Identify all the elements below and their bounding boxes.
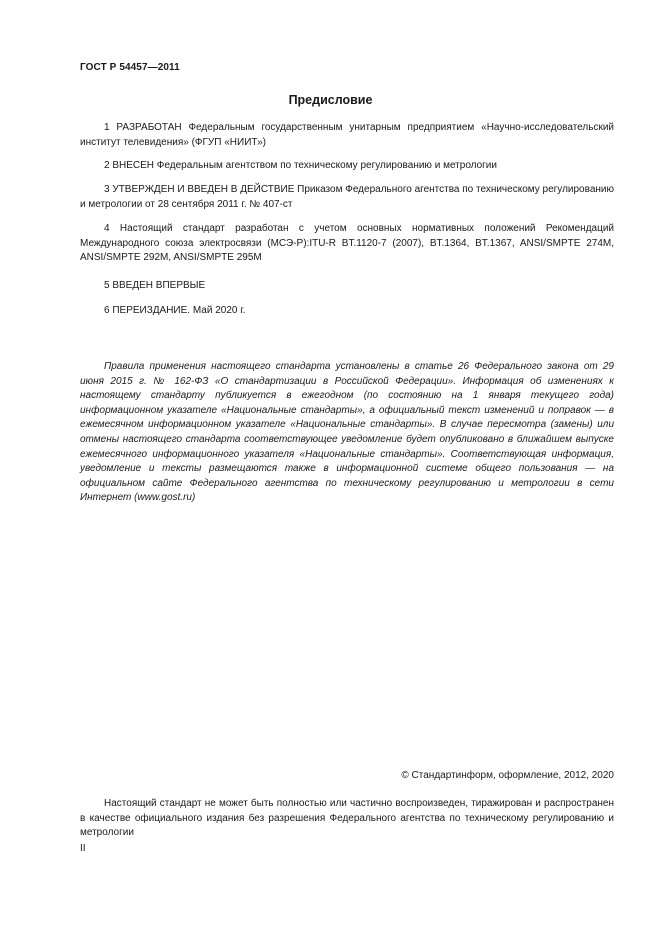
page-title: Предисловие — [288, 93, 373, 107]
foreword-item-4: 4 Настоящий стандарт разработан с учетом основных нормативных положений Рекомендаций Международного союза электросвязи (МСЭ-Р):ITU-R BT.1120-7 (2007), BT.1364, BT.1367, ANSI/SMPTE 274M, ANSI/SMPTE 292M, ANSI/SMPTE 295M — [80, 223, 614, 264]
copyright-line: © Стандартинформ, оформление, 2012, 2020 — [401, 770, 614, 781]
page-number: II — [80, 843, 86, 854]
reprint-restriction-notice: Настоящий стандарт не может быть полностью или частично воспроизведен, тиражирован и распространен в качестве официального издания без разрешения Федерального агентства по техническому регулированию и метрологии — [80, 798, 614, 839]
foreword-item-1: 1 РАЗРАБОТАН Федеральным государственным унитарным предприятием «Научно-исследовательский институт телевидения» (ФГУП «НИИТ») — [80, 122, 614, 148]
foreword-item-3: 3 УТВЕРЖДЕН И ВВЕДЕН В ДЕЙСТВИЕ Приказом Федерального агентства по техническому регулированию и метрологии от 28 сентября 2011 г. № 407-ст — [80, 184, 614, 210]
foreword-item-6: 6 ПЕРЕИЗДАНИЕ. Май 2020 г. — [104, 305, 246, 316]
foreword-item-2: 2 ВНЕСЕН Федеральным агентством по техническому регулированию и метрологии — [104, 160, 497, 171]
foreword-item-5: 5 ВВЕДЕН ВПЕРВЫЕ — [104, 280, 206, 291]
standard-code-header: ГОСТ Р 54457—2011 — [80, 62, 180, 73]
standard-application-notice: Правила применения настоящего стандарта установлены в статье 26 Федерального закона от 29 июня 2015 г. № 162-ФЗ «О стандартизации в Российской Федерации». Информация об изменениях к настоящему стандарту публикуется в ежегодном (по состоянию на 1 января текущего года) информационном указателе «Национальные стандарты», а официальный текст изменений и поправок — в ежемесячном информационном указателе «Национальные стандарты». В случае пересмотра (замены) или отмены настоящего стандарта соответствующее уведомление будет опубликовано в ближайшем выпуске ежемесячного информационного указателя «Национальные стандарты». Соответствующая информация, уведомление и тексты размещаются также в информационной системе общего пользования — на официальном сайте Федерального агентства по техническому регулированию и метрологии в сети Интернет (www.gost.ru) — [80, 361, 614, 504]
